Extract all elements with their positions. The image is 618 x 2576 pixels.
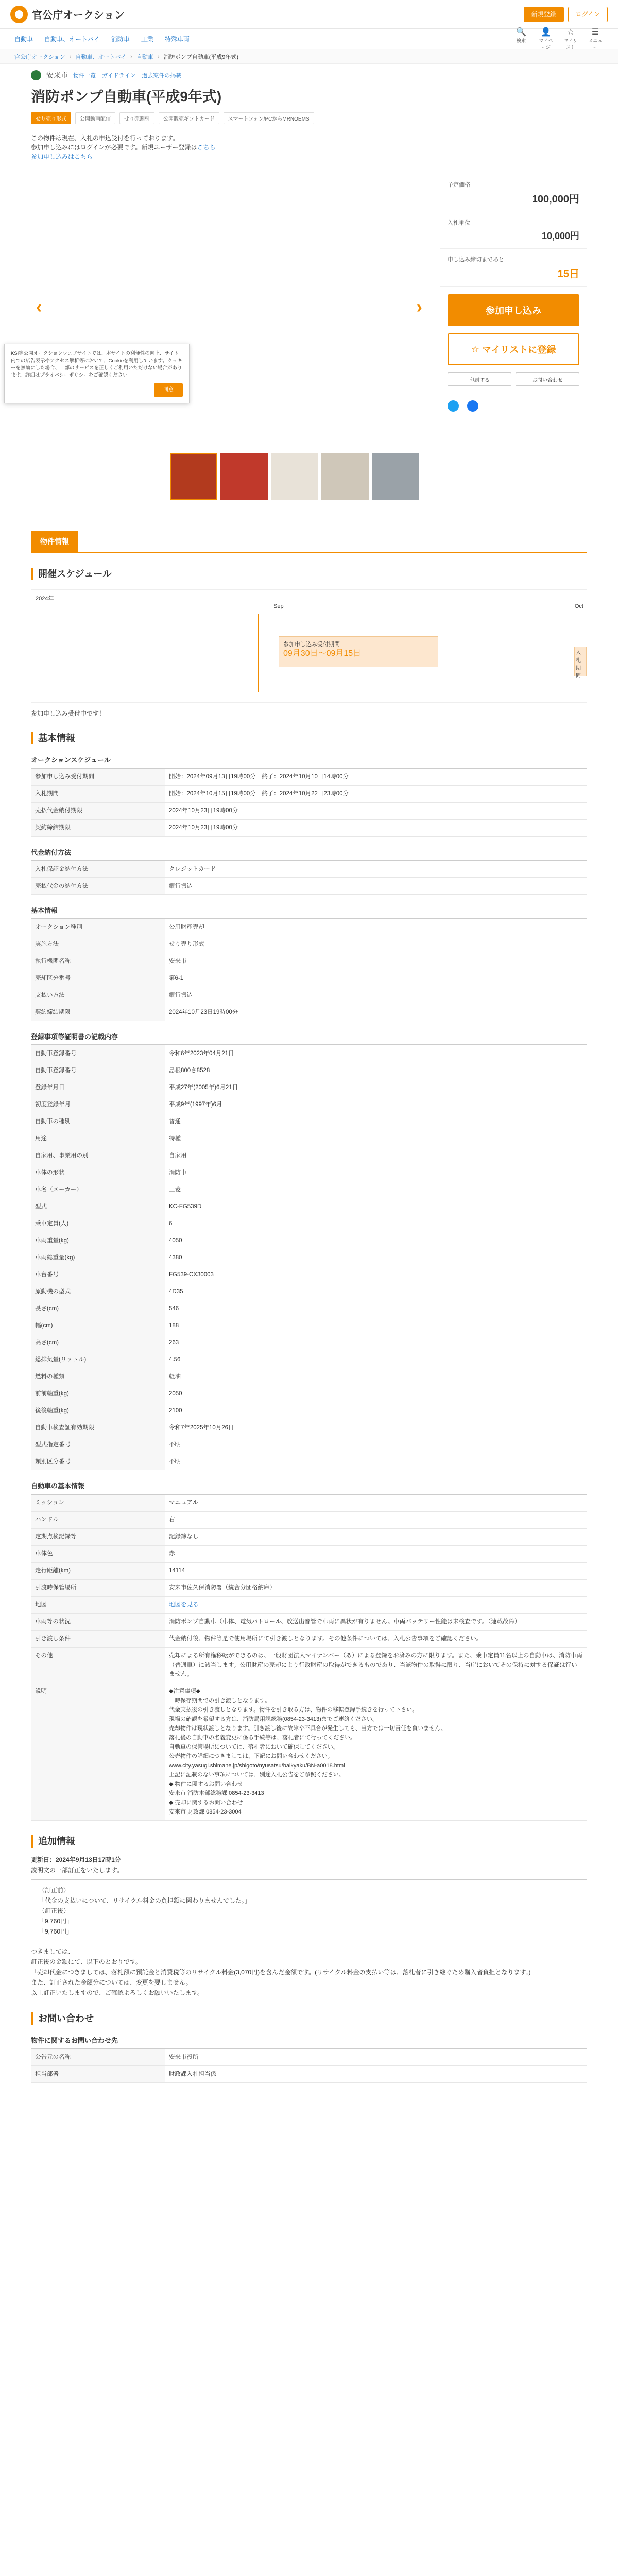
register-button[interactable]: 新規登録 xyxy=(524,7,564,22)
row-value: 軽油 xyxy=(165,1368,587,1385)
row-value: 右 xyxy=(165,1512,587,1529)
table-row xyxy=(31,1512,587,1529)
city-emblem-icon xyxy=(31,70,41,80)
table-row xyxy=(31,1232,587,1249)
extra-info xyxy=(31,1855,587,1998)
nav-icon-group xyxy=(513,28,604,50)
start-price: 100,000円 xyxy=(531,194,579,205)
nav-category-link[interactable]: 自動車 xyxy=(14,36,33,43)
row-value: せり売り形式 xyxy=(165,936,587,953)
inquiry-button[interactable]: お問い合わせ xyxy=(516,372,579,386)
row-key: 幅(cm) xyxy=(31,1317,165,1334)
row-key: 契約締結期限 xyxy=(31,820,165,837)
schedule-heading: 開催スケジュール xyxy=(31,568,587,580)
row-value: 4050 xyxy=(165,1232,587,1249)
row-key: 自動車の種別 xyxy=(31,1113,165,1130)
row-key: 支払い方法 xyxy=(31,987,165,1004)
nav-icon-label: マイページ xyxy=(539,38,553,50)
row-value: 平成9年(1997年)6月 xyxy=(165,1096,587,1113)
row-key: 入札期間 xyxy=(31,786,165,803)
thumbnail[interactable] xyxy=(220,453,268,500)
category-links xyxy=(14,35,190,43)
next-arrow-icon[interactable]: › xyxy=(416,297,422,317)
table-row xyxy=(31,1181,587,1198)
tag-badge: 公開販売ギフトカード xyxy=(159,112,219,124)
row-key: 売払代金の納付方法 xyxy=(31,878,165,895)
tab-bar xyxy=(31,531,587,553)
row-key: 型式 xyxy=(31,1198,165,1215)
cookie-banner xyxy=(4,344,190,403)
row-key: 用途 xyxy=(31,1130,165,1147)
row-key: 定期点検記録等 xyxy=(31,1529,165,1546)
search-icon: 🔍 xyxy=(516,27,526,37)
nav-icon-label: 検索 xyxy=(516,38,526,43)
row-key: 乗車定員(人) xyxy=(31,1215,165,1232)
row-value: 安来市佐久保消防署（統合分団格納庫） xyxy=(165,1580,587,1597)
table-row xyxy=(31,1419,587,1436)
table-row xyxy=(31,987,587,1004)
row-value: 安来市役所 xyxy=(165,2049,587,2066)
table-row xyxy=(31,1495,587,1512)
org-name[interactable]: 安来市 xyxy=(46,71,68,79)
table-row xyxy=(31,1453,587,1470)
breadcrumb-item[interactable]: 自動車 xyxy=(136,54,153,60)
row-key: 車体色 xyxy=(31,1546,165,1563)
row-value: FG539-CX30003 xyxy=(165,1266,587,1283)
photo-gallery xyxy=(11,174,427,500)
add-mylist-button[interactable]: ☆ マイリストに登録 xyxy=(448,333,579,365)
signup-link[interactable]: こちら xyxy=(197,144,216,151)
basic-info-heading: 基本情報 xyxy=(31,732,587,744)
table-row xyxy=(31,919,587,936)
row-value: 三菱 xyxy=(165,1181,587,1198)
org-row xyxy=(31,70,587,80)
nav-icon-button[interactable] xyxy=(562,28,579,50)
cookie-accept-button[interactable]: 同意 xyxy=(154,383,183,397)
remaining-label: 申し込み締切まであと xyxy=(448,257,504,263)
row-value: 代金納付後、物件等是で使用場所にて引き渡しとなります。その他条件については、入札公告事項をご確認ください。 xyxy=(165,1631,587,1648)
row-key: 説明 xyxy=(31,1683,165,1821)
print-button[interactable]: 印刷する xyxy=(448,372,511,386)
extra-tail: つきましては、 訂正後の金額にて、以下のとおりです。 「売却代金につきましては、落札額に預託金と消費税等のリサイクル料金(3,070円)を含んだ金額です。(リサイクル料金の支払い等は、落札者に引き継ぐため購入者負担となります。)」 また、訂正された金額分については、変更を要しません。 以上訂正いたしますので、ご確認よろしくお願いいたします。 xyxy=(31,1948,537,1996)
table-row xyxy=(31,1368,587,1385)
row-value: 2024年10月23日19時00分 xyxy=(165,820,587,837)
nav-category-link[interactable]: 工業 xyxy=(141,36,153,43)
row-key: 参加申し込み受付期間 xyxy=(31,769,165,786)
row-value: 島根800さ8528 xyxy=(165,1062,587,1079)
row-key: 車両重量(kg) xyxy=(31,1232,165,1249)
row-value: 2100 xyxy=(165,1402,587,1419)
basic-table xyxy=(31,919,587,1021)
table-row xyxy=(31,1130,587,1147)
table-row xyxy=(31,878,587,895)
row-value: クレジットカード xyxy=(165,861,587,878)
application-period-bar xyxy=(279,636,438,667)
table-row xyxy=(31,1045,587,1062)
row-key: 売却区分番号 xyxy=(31,970,165,987)
table-row xyxy=(31,1648,587,1683)
table-row xyxy=(31,1249,587,1266)
menu-icon: ☰ xyxy=(591,27,599,37)
row-value: 6 xyxy=(165,1215,587,1232)
auction-schedule-subhead: オークションスケジュール xyxy=(31,755,587,769)
table-row xyxy=(31,769,587,786)
apply-link[interactable]: 参加申し込みはこちら xyxy=(31,153,93,160)
row-key: 登録年月日 xyxy=(31,1079,165,1096)
table-row xyxy=(31,1004,587,1021)
apply-button[interactable]: 参加申し込み xyxy=(448,294,579,326)
table-row xyxy=(31,1062,587,1079)
share-buttons xyxy=(440,393,587,419)
timeline-year: 2024年 xyxy=(36,596,54,602)
row-key: 型式指定番号 xyxy=(31,1436,165,1453)
table-row xyxy=(31,861,587,878)
auction-schedule-table xyxy=(31,769,587,837)
row-key: 高さ(cm) xyxy=(31,1334,165,1351)
table-row xyxy=(31,820,587,837)
row-value: 14114 xyxy=(165,1563,587,1580)
start-price-label: 予定価格 xyxy=(448,182,470,188)
page-title: 消防ポンプ自動車(平成9年式) xyxy=(31,89,222,105)
bid-unit-label: 入札単位 xyxy=(448,220,470,226)
tag-badge: スマートフォン/PCからMRNOEMS xyxy=(224,112,314,124)
basic-subhead: 基本情報 xyxy=(31,905,587,919)
table-row xyxy=(31,2049,587,2066)
row-value: マニュアル xyxy=(165,1495,587,1512)
table-row xyxy=(31,1614,587,1631)
row-value: 財政課入札担当係 xyxy=(165,2066,587,2083)
row-value: 銀行振込 xyxy=(165,987,587,1004)
table-row xyxy=(31,1164,587,1181)
org-link[interactable]: 過去案件の掲載 xyxy=(142,73,182,79)
row-value: 令和6年2023年04月21日 xyxy=(165,1045,587,1062)
nav-icon-label: マイリスト xyxy=(563,38,578,50)
star-icon: ☆ xyxy=(566,27,575,37)
row-value: 消防ポンプ自動車（車体、電気パトロール、放送出音管で車両に異状が有りません。車両バッテリー性能は未検査です。（連載故障） xyxy=(165,1614,587,1631)
row-value: 4D35 xyxy=(165,1283,587,1300)
row-value: 4380 xyxy=(165,1249,587,1266)
row-value: 赤 xyxy=(165,1546,587,1563)
row-value: 開始：2024年10月15日19時00分 終了：2024年10月22日23時00分 xyxy=(165,786,587,803)
extra-info-heading: 追加情報 xyxy=(31,1835,587,1848)
row-key: 前前軸重(kg) xyxy=(31,1385,165,1402)
schedule-timeline xyxy=(31,589,587,703)
breadcrumb-item: 消防ポンプ自動車(平成9年式) xyxy=(163,54,239,60)
row-key: 類別区分番号 xyxy=(31,1453,165,1470)
row-key: 地図 xyxy=(31,1597,165,1614)
table-row xyxy=(31,953,587,970)
nav-category-link[interactable]: 特殊車両 xyxy=(164,36,190,43)
row-key: 長さ(cm) xyxy=(31,1300,165,1317)
row-value: 記録簿なし xyxy=(165,1529,587,1546)
cookie-text: KSI等公開オークションウェブサイトでは、本サイトの利便性の向上、サイト内での広告表示やアクセス解析等において、Cookieを利用しています。クッキーを無効にした場合、一部のサービスを正しくご利用いただけない場合があります。詳細はプライバシーポリシーをご確認ください。 xyxy=(11,351,182,378)
org-link[interactable]: 物件一覧 xyxy=(73,73,96,79)
row-value: 4.56 xyxy=(165,1351,587,1368)
contact-table xyxy=(31,2049,587,2083)
other-subhead: 自動車の基本情報 xyxy=(31,1481,587,1495)
row-key: 車台番号 xyxy=(31,1266,165,1283)
top-bar xyxy=(0,0,618,29)
row-value: KC-FG539D xyxy=(165,1198,587,1215)
table-row xyxy=(31,1147,587,1164)
row-key: 後後軸重(kg) xyxy=(31,1402,165,1419)
table-row xyxy=(31,1683,587,1821)
row-value: 公用財産売却 xyxy=(165,919,587,936)
twitter-icon[interactable] xyxy=(448,400,459,412)
person-icon: 👤 xyxy=(541,27,551,37)
row-key: 公告元の名称 xyxy=(31,2049,165,2066)
row-key: 総排気量(リットル) xyxy=(31,1351,165,1368)
bid-period-bar: 入札期間 xyxy=(574,647,587,676)
row-value: 263 xyxy=(165,1334,587,1351)
table-row xyxy=(31,1546,587,1563)
nav-icon-button[interactable] xyxy=(587,28,604,50)
other-table xyxy=(31,1495,587,1821)
nav-category-link[interactable]: 消防車 xyxy=(111,36,130,43)
row-key: その他 xyxy=(31,1648,165,1683)
table-row xyxy=(31,786,587,803)
contact-subhead: 物件に関するお問い合わせ先 xyxy=(31,2035,587,2049)
table-row xyxy=(31,970,587,987)
table-row xyxy=(31,1300,587,1317)
row-value: 2024年10月23日19時00分 xyxy=(165,803,587,820)
breadcrumb-separator-icon: › xyxy=(130,53,132,60)
row-key: ミッション xyxy=(31,1495,165,1512)
login-button[interactable]: ログイン xyxy=(568,7,608,22)
table-row xyxy=(31,1385,587,1402)
table-row xyxy=(31,1351,587,1368)
site-logo[interactable] xyxy=(10,6,125,23)
logo-mark-icon xyxy=(10,6,28,23)
org-links xyxy=(73,71,181,79)
row-key: 車名（メーカー） xyxy=(31,1181,165,1198)
notice-line-2 xyxy=(31,143,587,152)
payment-subhead: 代金納付方法 xyxy=(31,847,587,861)
row-key: 走行距離(km) xyxy=(31,1563,165,1580)
row-value: 普通 xyxy=(165,1113,587,1130)
bar-dates: 09月30日～09月15日 xyxy=(283,649,362,658)
remaining-days: 15日 xyxy=(557,268,579,280)
table-row xyxy=(31,936,587,953)
table-row xyxy=(31,803,587,820)
row-value: 第6-1 xyxy=(165,970,587,987)
table-row xyxy=(31,1334,587,1351)
prev-arrow-icon[interactable]: ‹ xyxy=(36,297,42,317)
row-key: ハンドル xyxy=(31,1512,165,1529)
row-key: 引渡時保管場所 xyxy=(31,1580,165,1597)
site-name: 官公庁オークション xyxy=(32,10,125,21)
row-key: 引き渡し条件 xyxy=(31,1631,165,1648)
nav-icon-button[interactable] xyxy=(513,28,529,50)
breadcrumb-item[interactable]: 官公庁オークション xyxy=(14,54,65,60)
row-value: 開始：2024年09月13日19時00分 終了：2024年10月10日14時00分 xyxy=(165,769,587,786)
timeline-month: Sep xyxy=(273,603,284,609)
table-row xyxy=(31,1436,587,1453)
bid-unit: 10,000円 xyxy=(541,231,579,241)
table-row xyxy=(31,1580,587,1597)
timeline-month: Oct xyxy=(574,603,583,609)
row-key: 車両等の状況 xyxy=(31,1614,165,1631)
schedule-note: 参加申し込み受付中です！ xyxy=(31,710,106,717)
nav-category-link[interactable]: 自動車、オートバイ xyxy=(44,36,100,43)
row-key: オークション種別 xyxy=(31,919,165,936)
row-value: 銀行振込 xyxy=(165,878,587,895)
row-value: 2024年10月23日19時00分 xyxy=(165,1004,587,1021)
row-key: 車体の形状 xyxy=(31,1164,165,1181)
table-row xyxy=(31,1215,587,1232)
row-key: 自動車登録番号 xyxy=(31,1062,165,1079)
facebook-icon[interactable] xyxy=(467,400,478,412)
table-row xyxy=(31,2066,587,2083)
thumbnail-strip xyxy=(31,453,427,500)
thumbnail[interactable] xyxy=(170,453,217,500)
correction-box: （訂正前） 「代金の支払いについて、リサイクル料金の負担額に関わりませんでした。」 （訂正後） 「9,760円」 「9,760円」 xyxy=(31,1879,587,1942)
row-key: 入札保証金納付方法 xyxy=(31,861,165,878)
extra-date: 更新日：2024年9月13日17時1分 xyxy=(31,1856,121,1863)
tag-badge: せり売割引 xyxy=(119,112,154,124)
table-row xyxy=(31,1563,587,1580)
row-key: 燃料の種類 xyxy=(31,1368,165,1385)
row-key: 執行機関名称 xyxy=(31,953,165,970)
row-key: 自動車検査証有効期限 xyxy=(31,1419,165,1436)
row-value: ◆注意事項◆ 一時保存期間での引き渡しとなります。 代金支払後の引き渡しとなります。物件を引き取る方は、物件の移転登録手続きを行って下さい。 現場の確認を希望する方は、消防局用課総務(0854-23-3413)までご連絡ください。 売却物件は現状渡しとなります。引き渡し後に故障や不具合が発生しても、当方では一切責任を負いません。 落札後の自動車の名義変更に係る手続等は、落札者にて行ってください。 自動車の保管場所については、落札者において確保してください。 公売物件の詳細につきましては、下記にお問い合わせください。 www.city.yasugi.shimane.jp/shigoto/nyusatsu/baikyaku/BN-a0018.html 上記に記載のない事項については、別途入札公告をご参照ください。 ◆ 物件に関するお問い合わせ 安来市 消防本部総務課 0854-23-3413 ◆ 売却に関するお問い合わせ 安来市 財政課 0854-23-3004 xyxy=(165,1683,587,1821)
row-value: 不明 xyxy=(165,1453,587,1470)
table-row xyxy=(31,1198,587,1215)
table-row xyxy=(31,1113,587,1130)
thumbnail[interactable] xyxy=(271,453,318,500)
row-key: 原動機の型式 xyxy=(31,1283,165,1300)
vehicle-table xyxy=(31,1045,587,1470)
add-mylist-label: マイリストに登録 xyxy=(482,345,556,355)
thumbnail[interactable] xyxy=(372,453,419,500)
contact-heading: お問い合わせ xyxy=(31,2012,587,2025)
table-row xyxy=(31,1631,587,1648)
breadcrumb-separator-icon: › xyxy=(69,53,72,60)
row-key: 売払代金納付期限 xyxy=(31,803,165,820)
price-panel xyxy=(440,174,587,500)
vehicle-subhead: 登録事項等証明書の記載内容 xyxy=(31,1031,587,1045)
tag-badge: 公開動画配信 xyxy=(75,112,115,124)
notice-line-1: この物件は現在、入札の申込受付を行っております。 xyxy=(31,134,179,142)
table-row xyxy=(31,1283,587,1300)
tag-badge: せり売り形式 xyxy=(31,112,71,124)
main-photo[interactable] xyxy=(31,174,427,447)
bar-label: 参加申し込み受付期間 xyxy=(283,641,340,648)
row-value: 2050 xyxy=(165,1385,587,1402)
notice xyxy=(31,133,587,161)
row-key: 担当部署 xyxy=(31,2066,165,2083)
category-nav xyxy=(0,29,618,49)
nav-icon-button[interactable] xyxy=(538,28,554,50)
today-marker xyxy=(258,614,259,692)
row-value: 消防車 xyxy=(165,1164,587,1181)
breadcrumb xyxy=(0,49,618,64)
row-key: 実施方法 xyxy=(31,936,165,953)
table-row xyxy=(31,1402,587,1419)
tab-property-info[interactable]: 物件情報 xyxy=(31,531,78,552)
thumbnail[interactable] xyxy=(321,453,369,500)
payment-table xyxy=(31,861,587,895)
breadcrumb-separator-icon: › xyxy=(157,53,160,60)
tag-list xyxy=(31,112,587,124)
row-value: 令和7年2025年10月26日 xyxy=(165,1419,587,1436)
row-value: 売却による所有権移転ができるのは、一般財団法人マイナンバー（あ）による登録をお済みの方に限ります。また、乗車定員11名以上の自動車は、消防車両（普通車）に該当します。公用財産の売却により行政財産の取得ができるものであり、当該物件の取得に限り、当庁においてその保持に対する保証は行いません。 xyxy=(165,1648,587,1683)
row-value: 546 xyxy=(165,1300,587,1317)
table-row xyxy=(31,1529,587,1546)
row-key: 車両総重量(kg) xyxy=(31,1249,165,1266)
map-link[interactable]: 地図を見る xyxy=(165,1597,587,1614)
table-row xyxy=(31,1317,587,1334)
org-link[interactable]: ガイドライン xyxy=(102,73,136,79)
row-value: 自家用 xyxy=(165,1147,587,1164)
row-key: 自家用、事業用の別 xyxy=(31,1147,165,1164)
table-row xyxy=(31,1266,587,1283)
table-row xyxy=(31,1597,587,1614)
row-value: 平成27年(2005年)6月21日 xyxy=(165,1079,587,1096)
notice-text: 参加申し込みにはログインが必要です。新規ユーザー登録は xyxy=(31,144,197,151)
row-value: 不明 xyxy=(165,1436,587,1453)
nav-icon-label: メニュー xyxy=(588,38,603,50)
extra-intro: 説明文の一部訂正をいたします。 xyxy=(31,1867,124,1874)
breadcrumb-item[interactable]: 自動車、オートバイ xyxy=(75,54,127,60)
row-key: 自動車登録番号 xyxy=(31,1045,165,1062)
table-row xyxy=(31,1096,587,1113)
table-row xyxy=(31,1079,587,1096)
row-value: 安来市 xyxy=(165,953,587,970)
row-key: 契約締結期限 xyxy=(31,1004,165,1021)
row-value: 特種 xyxy=(165,1130,587,1147)
row-value: 188 xyxy=(165,1317,587,1334)
row-key: 初度登録年月 xyxy=(31,1096,165,1113)
